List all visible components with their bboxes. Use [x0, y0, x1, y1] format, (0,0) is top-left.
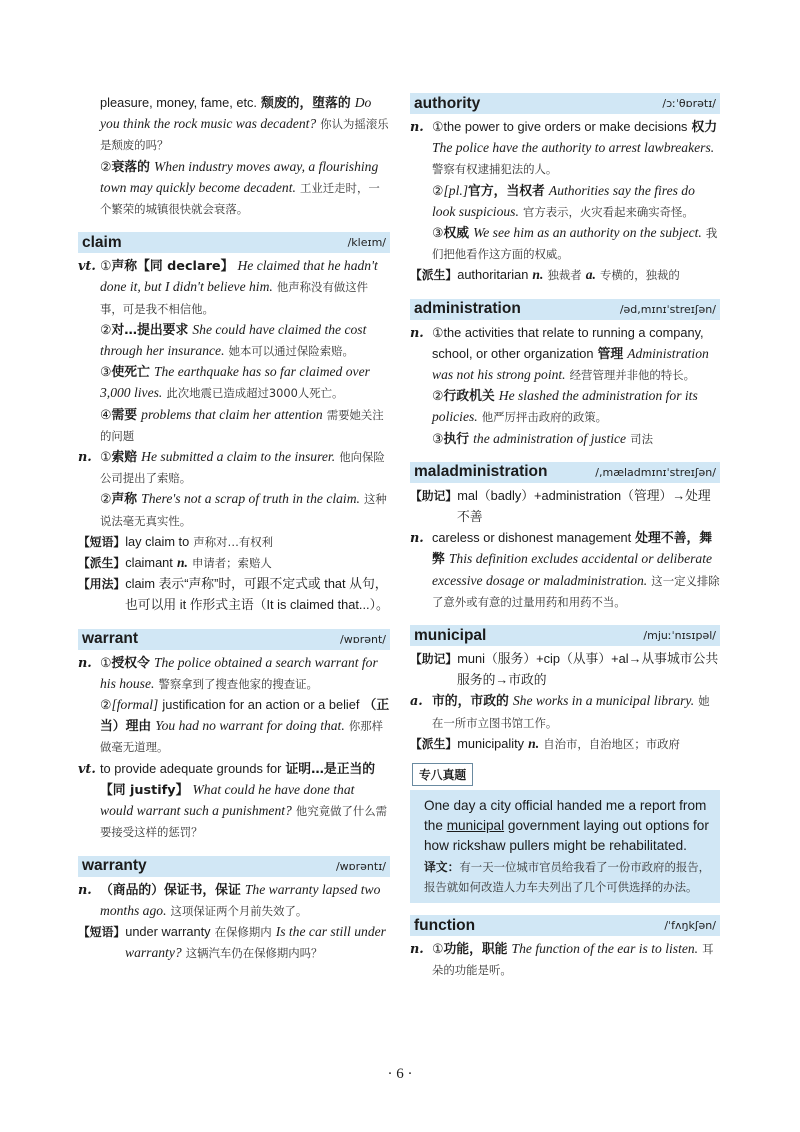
sense-n [78, 880, 390, 922]
sense-n-1 [410, 323, 720, 387]
phrase-en: under warranty [125, 923, 211, 939]
sense-a [410, 691, 720, 733]
sense-number: ② [100, 159, 112, 175]
sense-number: ② [432, 183, 444, 199]
chinese-meaning: 对…提出要求 [111, 322, 189, 338]
register-label: [pl.] [443, 182, 469, 198]
chinese-meaning: 授权令 [111, 655, 150, 671]
phrase-line [78, 922, 390, 964]
sense-number: ② [100, 698, 112, 714]
sense-vt-4 [78, 405, 390, 447]
phonetic: /,mæladmɪnɪˈstreɪʃən/ [595, 465, 716, 479]
derivative-en: authoritarian [457, 267, 529, 283]
entry-function [410, 915, 720, 981]
sense-number: ② [432, 389, 444, 405]
phrase-line [78, 532, 390, 553]
derivative-cn: 专横的，独裁的 [600, 268, 680, 283]
sense-number: ① [432, 120, 444, 135]
chinese-meaning: 权力 [691, 120, 718, 135]
part-of-speech: a. [585, 267, 596, 283]
sense-vt-1 [78, 256, 390, 320]
example-cn: 经营管理并非他的特长。 [569, 368, 695, 383]
mnemonic-text: muni（服务）+cip（从事）+al→从事城市公共服务的→市政的 [457, 651, 719, 688]
derivative-cn: 自治市，自治地区；市政府 [543, 736, 680, 751]
example-en: This definition excludes accidental or deliberate excessive dosage or maladministration. [432, 551, 713, 588]
part-of-speech: n. [410, 325, 424, 341]
part-of-speech: n. [410, 942, 424, 958]
sense-number: ③ [100, 365, 112, 381]
phrase-tag: 【短语】 [78, 924, 126, 939]
chinese-meaning: （商品的）保证书，保证 [100, 882, 241, 898]
translation-tag: 译文： [424, 859, 460, 874]
example-en: There's not a scrap of truth in the claim. [141, 491, 360, 507]
headword-bar [78, 232, 390, 253]
example-cn: 这辆汽车仍在保修期内吗？ [185, 946, 323, 961]
exam-label: 专八真题 [412, 763, 473, 786]
example-cn: 司法 [630, 431, 653, 446]
part-of-speech: n. [78, 450, 92, 466]
example-en: He slashed the administration for its policies. [432, 388, 698, 425]
sense-n-3 [410, 223, 720, 265]
example-en: He claimed that he hadn't done it, but I didn't believe him. [100, 258, 378, 295]
sense-number: ④ [100, 407, 112, 423]
chinese-meaning: 行政机关 [443, 389, 495, 405]
example-en: Is the car still under warranty? [125, 923, 386, 961]
example-en: He submitted a claim to the insurer. [141, 449, 336, 465]
part-of-speech: n. [78, 655, 92, 671]
entry-claim [78, 232, 390, 616]
derivative-tag: 【派生】 [78, 556, 126, 571]
mnemonic-tag: 【助记】 [410, 488, 458, 503]
exam-keyword: municipal [446, 818, 505, 834]
headword: claim [82, 233, 122, 251]
chinese-meaning: 声称 [111, 492, 138, 508]
chinese-meaning: 颓废的，堕落的 [261, 96, 351, 111]
exam-text-a: One day a city official handed me a report from the [424, 798, 707, 834]
sense-n-2 [78, 489, 390, 531]
translation-text: 有一天一位城市官员给我看了一份市政府的报告，报告就如何改造人力车夫列出了几个可供选择的办法。 [424, 859, 711, 894]
sense-2 [78, 157, 390, 221]
headword: administration [414, 300, 521, 318]
sense-number: ① [100, 450, 112, 466]
example-cn: 需要她关注的问题 [100, 407, 384, 443]
headword: authority [414, 94, 481, 112]
derivative-tag: 【派生】 [410, 736, 458, 751]
chinese-meaning: 索赔 [111, 450, 138, 466]
phonetic: /əd,mɪnɪˈstreɪʃən/ [619, 302, 716, 316]
derivative-line [410, 734, 720, 755]
entry-warranty [78, 856, 390, 965]
example-cn: 工业迁走时，一个繁荣的城镇很快就会衰落。 [100, 180, 380, 217]
example-en: The function of the ear is to listen. [511, 941, 699, 957]
chinese-meaning: 处理不善，舞弊 [432, 531, 713, 568]
definition-en: to provide adequate grounds for [100, 760, 282, 776]
phonetic: /ɔːˈθɒrətɪ/ [662, 97, 716, 110]
chinese-meaning: 官方，当权者 [468, 183, 545, 199]
derivative-line [78, 553, 390, 574]
exam-text-b: government laying out options for how rickshaw pullers might be rehabilitated. [424, 818, 709, 854]
headword-bar [410, 93, 720, 114]
mnemonic-line [410, 486, 720, 528]
mnemonic-text: mal（badly）+administration（管理）→处理不善 [457, 487, 711, 525]
sense-n-2 [78, 695, 390, 759]
example-cn: 你那样做毫无道理。 [100, 719, 384, 755]
chinese-meaning: 证明…是正当的【同 justify】 [100, 761, 376, 798]
example-en: The police have the authority to arrest lawbreakers. [432, 140, 715, 156]
headword: maladministration [414, 463, 548, 481]
part-of-speech: vt. [78, 259, 96, 275]
phonetic: /wɒrəntɪ/ [335, 859, 386, 873]
definition-continued [78, 93, 390, 157]
sense-number: ③ [432, 226, 444, 242]
sense-n-3 [410, 429, 720, 450]
sense-n [410, 528, 720, 613]
part-of-speech: n. [176, 555, 188, 571]
definition-en: the activities that relate to running a company, school, or other organization [432, 324, 704, 361]
headword-bar [78, 856, 390, 877]
example-en: Authorities say the fires do look suspicious. [432, 182, 695, 219]
headword-bar [410, 625, 720, 646]
headword: municipal [414, 626, 487, 644]
exam-box [410, 790, 720, 903]
chinese-meaning: 执行 [443, 431, 470, 447]
example-cn: 警察拿到了搜查他家的搜查证。 [158, 676, 318, 691]
example-cn: 她在一所市立图书馆工作。 [432, 694, 710, 730]
example-cn: 他声称没有做这件事，可是我不相信他。 [100, 280, 369, 316]
part-of-speech: n. [410, 531, 424, 547]
mnemonic-tag: 【助记】 [410, 652, 458, 667]
sense-n-1 [78, 653, 390, 695]
sense-vt-2 [78, 320, 390, 362]
headword: function [414, 916, 476, 934]
headword-bar [410, 915, 720, 936]
example-en: When industry moves away, a flourishing town may quickly become decadent. [100, 158, 379, 195]
definition-en: careless or dishonest management [432, 530, 632, 546]
mnemonic-line [410, 649, 720, 691]
right-column [410, 81, 720, 982]
example-cn: 他究竟做了什么需要接受这样的惩罚？ [100, 804, 388, 840]
example-en: She could have claimed the cost through her insurance. [100, 321, 367, 359]
example-cn: 此次地震已造成超过3000人死亡。 [166, 386, 344, 401]
sense-number: ① [100, 655, 112, 671]
page-number: · 6 · [387, 1066, 413, 1082]
phrase-cn: 在保修期内 [214, 924, 272, 939]
part-of-speech: n. [78, 882, 92, 898]
derivative-line [410, 265, 720, 286]
example-cn: 他严厉抨击政府的政策。 [481, 410, 608, 425]
example-cn: 你认为摇滚乐是颓废的吗？ [100, 117, 389, 153]
part-of-speech: n. [528, 735, 540, 751]
phonetic: /kleɪm/ [347, 236, 386, 250]
part-of-speech: n. [410, 120, 424, 135]
definition-en: justification for an action or a belief [162, 697, 360, 713]
chinese-meaning: 市的，市政的 [432, 694, 509, 710]
sense-number: ① [432, 325, 444, 341]
entry-warrant [78, 629, 390, 844]
example-cn: 官方表示，火灾看起来确实奇怪。 [522, 204, 694, 219]
example-en: Administration was not his strong point. [432, 345, 709, 383]
chinese-meaning: 需要 [111, 407, 138, 423]
usage-text: claim 表示“声称”时，可跟不定式或 that 从句，也可以用 it 作形式主语（It is claimed that...）。 [125, 576, 389, 613]
example-en: problems that claim her attention [141, 406, 323, 422]
phonetic: /wɒrənt/ [340, 632, 386, 646]
sense-n-1 [410, 939, 720, 981]
example-cn: 耳朵的功能是听。 [432, 942, 714, 978]
left-column [78, 93, 390, 964]
sense-vt-3 [78, 362, 390, 404]
example-en: We see him as an authority on the subject. [473, 225, 702, 241]
sense-n-1 [410, 117, 720, 181]
chinese-meaning: （正当）理由 [100, 698, 390, 735]
example-en: Do you think the rock music was decadent? [100, 95, 372, 132]
example-cn: 她本可以通过保险索赔。 [228, 344, 354, 359]
example-cn: 这一定义排除了意外或有意的过量用药和用药不当。 [432, 573, 720, 609]
derivative-cn: 申请者；索赔人 [191, 556, 272, 571]
entry-decadent-continued [78, 93, 390, 220]
chinese-meaning: 管理 [597, 346, 624, 362]
example-en: She works in a municipal library. [512, 693, 695, 709]
phrase-cn: 声称对…有权利 [193, 534, 274, 549]
sense-number: ② [100, 322, 112, 338]
part-of-speech: vt. [78, 761, 96, 777]
sense-number: ① [432, 942, 444, 958]
usage-tag: 【用法】 [78, 577, 126, 592]
chinese-meaning: 声称【同 declare】 [111, 259, 234, 275]
register-label: [formal] [111, 697, 159, 713]
sense-n-2 [410, 386, 720, 428]
example-cn: 这项保证两个月前失效了。 [170, 903, 308, 918]
headword-bar [410, 299, 720, 320]
example-en: You had no warrant for doing that. [155, 718, 345, 734]
example-cn: 这种说法毫无真实性。 [100, 492, 387, 528]
example-cn: 我们把他看作这方面的权威。 [432, 226, 718, 262]
headword: warrant [82, 630, 138, 648]
entry-administration [410, 299, 720, 450]
sense-n-2 [410, 181, 720, 223]
phrase-tag: 【短语】 [78, 534, 126, 549]
entry-municipal [410, 625, 720, 903]
example-en: The warranty lapsed two months ago. [100, 881, 381, 918]
example-cn: 警察有权逮捕犯法的人。 [432, 162, 558, 177]
chinese-meaning: 功能，职能 [443, 942, 508, 958]
sense-vt [78, 759, 390, 844]
derivative-en: claimant [125, 555, 173, 571]
derivative-tag: 【派生】 [410, 268, 458, 283]
example-en: the administration of justice [473, 430, 627, 446]
example-en: What could he have done that would warrant such a punishment? [100, 781, 355, 819]
definition-text: pleasure, money, fame, etc. [100, 95, 257, 110]
chinese-meaning: 使死亡 [111, 365, 150, 381]
phrase-en: lay claim to [125, 533, 190, 549]
phonetic: /mjuːˈnɪsɪpəl/ [643, 629, 716, 643]
definition-en: the power to give orders or make decisions [443, 119, 688, 134]
sense-number: ③ [432, 431, 444, 447]
part-of-speech: a. [410, 694, 423, 710]
entry-maladministration [410, 462, 720, 613]
example-cn: 他向保险公司提出了索赔。 [100, 450, 385, 486]
example-en: The police obtained a search warrant for his house. [100, 654, 378, 691]
headword: warranty [82, 857, 147, 874]
derivative-en: municipality [457, 735, 525, 751]
chinese-meaning: 权威 [443, 226, 470, 242]
headword-bar [410, 462, 720, 483]
usage-line [78, 574, 390, 616]
sense-n-1 [78, 447, 390, 489]
phonetic: /ˈfʌŋkʃən/ [664, 919, 716, 933]
sense-number: ② [100, 492, 112, 508]
headword-bar [78, 629, 390, 650]
entry-authority [410, 93, 720, 287]
example-en: The earthquake has so far claimed over 3,000 lives. [100, 364, 370, 401]
sense-number: ① [100, 259, 112, 275]
chinese-meaning: 衰落的 [111, 159, 150, 175]
part-of-speech: n. [532, 267, 544, 283]
derivative-cn: 独裁者 [547, 268, 582, 283]
